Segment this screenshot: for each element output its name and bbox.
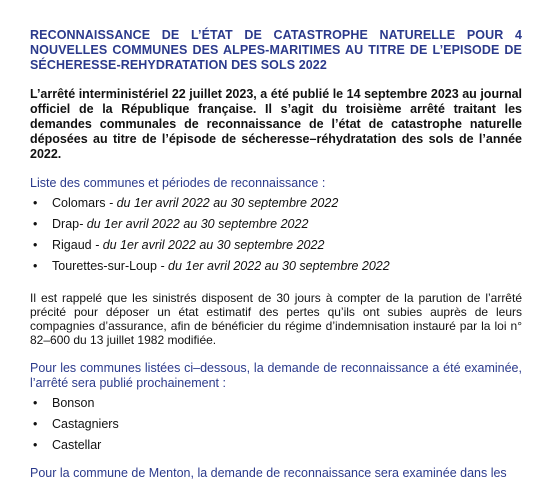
examined-communes-list: [30, 393, 522, 456]
commune-name: Castellar: [52, 438, 102, 452]
bullet-icon: •: [33, 238, 38, 252]
bullet-icon: •: [33, 438, 38, 452]
commune-period: - du 1er avril 2022 au 30 septembre 2022: [105, 196, 339, 210]
commune-name: Drap: [52, 217, 80, 231]
document-title: RECONNAISSANCE DE L’ÉTAT DE CATASTROPHE NATURELLE POUR 4 NOUVELLES COMMUNES DES ALPES-MARITIMES AU TITRE DE L’EPISODE DE SÉCHERESSE-REHYDRATATION DES SOLS 2022: [30, 28, 522, 72]
bullet-icon: •: [33, 396, 38, 410]
list-item: [30, 393, 522, 414]
recognized-communes-heading: Liste des communes et périodes de reconnaissance :: [30, 176, 326, 190]
commune-name: Bonson: [52, 396, 95, 410]
reminder-paragraph: Il est rappelé que les sinistrés disposent de 30 jours à compter de la parution de l’arrêté précité pour déposer un état estimatif des pertes qu’ils ont subies auprès de leurs compagnies d’assurance, afin de bénéficier du régime d’indemnisation instauré par la loi n° 82–600 du 13 juillet 1982 modifiée.: [30, 291, 522, 347]
commune-name: Tourettes-sur-Loup: [52, 259, 157, 273]
commune-period: - du 1er avril 2022 au 30 septembre 2022: [91, 238, 325, 252]
document-page: [30, 28, 522, 481]
examined-communes-heading: Pour les communes listées ci–dessous, la demande de reconnaissance a été examinée, l’arrêté sera publié prochainement :: [30, 361, 522, 390]
list-item: [30, 214, 522, 235]
menton-paragraph: Pour la commune de Menton, la demande de reconnaissance sera examinée dans les: [30, 466, 507, 480]
commune-period: - du 1er avril 2022 au 30 septembre 2022: [156, 259, 390, 273]
commune-period: - du 1er avril 2022 au 30 septembre 2022: [79, 217, 309, 231]
list-item: [30, 193, 522, 214]
list-item: [30, 256, 522, 277]
commune-name: Rigaud: [52, 238, 92, 252]
bullet-icon: •: [33, 259, 38, 273]
lead-paragraph: L’arrêté interministériel 22 juillet 2023, a été publié le 14 septembre 2023 au journal officiel de la République française. Il s’agit du troisième arrêté traitant les demandes communales de reconnaissance de l’état de catastrophe naturelle déposées au titre de l’épisode de sécheresse–réhydratation des sols de l’année 2022.: [30, 87, 522, 161]
recognized-communes-list: [30, 193, 522, 277]
bullet-icon: •: [33, 217, 38, 231]
bullet-icon: •: [33, 196, 38, 210]
list-item: [30, 435, 522, 456]
list-item: [30, 235, 522, 256]
commune-name: Colomars: [52, 196, 106, 210]
bullet-icon: •: [33, 417, 38, 431]
commune-name: Castagniers: [52, 417, 119, 431]
list-item: [30, 414, 522, 435]
